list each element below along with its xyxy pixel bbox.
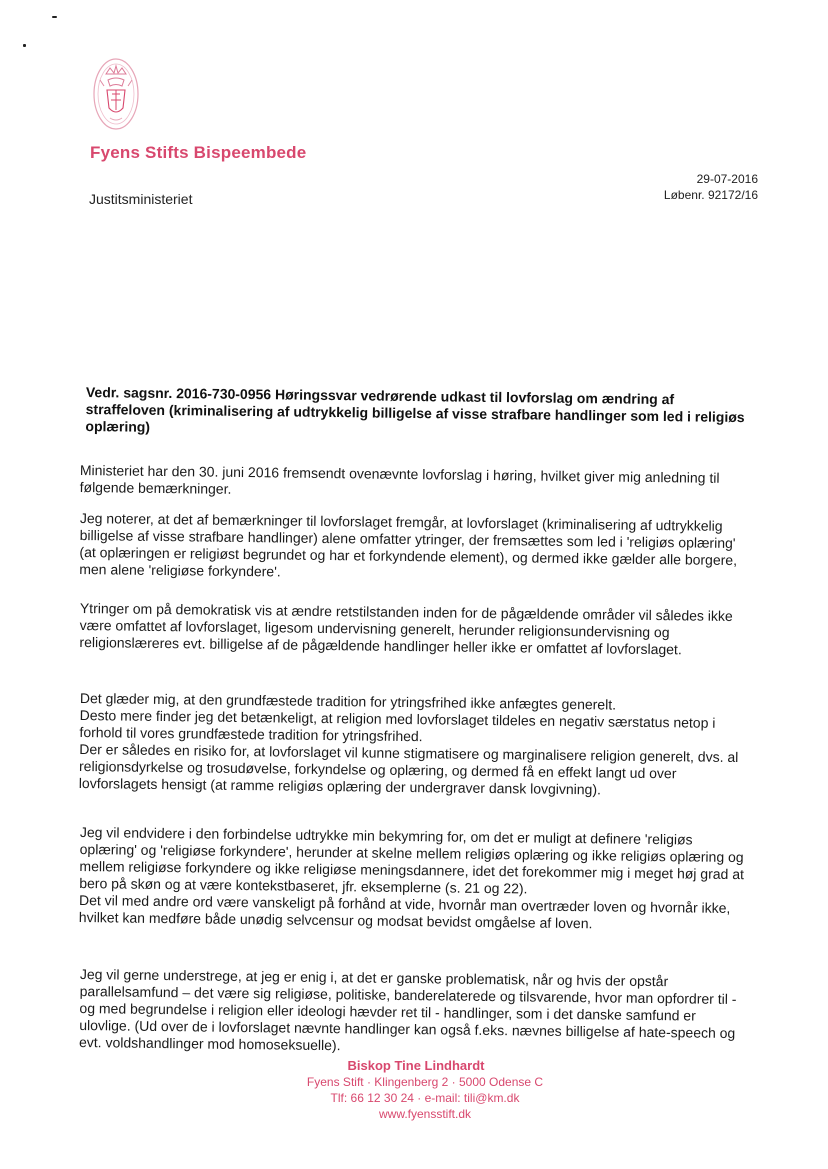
paragraph: Ministeriet har den 30. juni 2016 fremsendt ovenævnte lovforslag i høring, hvilket giver mig anledning til følgende bemærkninger.	[79, 462, 720, 497]
paragraph-group	[79, 824, 748, 934]
letter-footer	[0, 1058, 828, 1122]
date-block	[664, 171, 758, 203]
reference-number: Løbenr. 92172/16	[663, 188, 758, 202]
paragraph: Det vil med andre ord være vanskeligt på forhånd at vide, hvornår man overtræder loven og hvornår ikke, hvilket kan medføre både unødig selvcensur og modsat bevidst omgåelse af loven.	[78, 891, 731, 932]
recipient: Justitsministeriet	[89, 191, 193, 207]
footer-contact: Tlf: 66 12 30 24 · e-mail: tili@km.dk	[330, 1091, 520, 1105]
letter-date: 29-07-2016	[696, 172, 758, 186]
paragraph: Der er således en risiko for, at lovforslaget vil kunne stigmatisere og marginalisere religion generelt, dvs. al religionsdyrkelse og trosudøvelse, forkyndelse og oplæring, og dermed få en effekt langt ud over lovforslagets hensigt (at ramme religiøs oplæring der undergraver dansk lovgivning).	[78, 740, 739, 798]
scan-speck	[52, 16, 57, 18]
paragraph: Jeg noterer, at det af bemærkninger til lovforslaget fremgår, at lovforslaget (kriminalisering af udtrykkelig billigelse af visse strafbare handlinger) alene omfatter ytringer, der fremsættes som led i 'religiøs oplæring' (at oplæringen er religiøst begrundet og har et forkyndende element), og dermed ikke gælder alle borgere, men alene 'religiøse forkyndere'.	[79, 510, 738, 580]
paragraph: Det glæder mig, at den grundfæstede tradition for ytringsfrihed ikke anfægtes generelt.	[79, 690, 617, 713]
signature: Biskop Tine Lindhardt	[347, 1058, 485, 1073]
paragraph: Jeg vil endvidere i den forbindelse udtrykke min bekymring for, om det er muligt at definere 'religiøs oplæring' og 'religiøse forkyndere', herunder at skelne mellem religiøs oplæring og ikke religiøs oplæring og mellem religiøse forkyndere og ikke religiøse meningsdannere, idet det forekommer mig i meget høj grad at bero på skøn og at være kontekstbaseret, jfr. eksemplerne (s. 21 og 22).	[79, 824, 745, 897]
paragraph: Jeg vil gerne understrege, at jeg er enig i, at det er ganske problematisk, når og hvis der opstår parallelsamfund – det være sig religiøse, politiske, banderelaterede og tilsvarende, hvor man opfordrer til - og med begrundelse i religion eller ideologi hævder ret til - handlinger, som i det danske samfund er ulovlige. (Ud over de i lovforslaget nævnte handlinger kan også f.eks. nævnes billigelse af hate-speech og evt. voldshandlinger mod homoseksuelle).	[78, 966, 737, 1054]
paragraph-group	[79, 690, 748, 800]
bishop-seal-icon	[92, 56, 140, 132]
paragraph: Desto mere finder jeg det betænkeligt, at religion med lovforslaget tildeles en negativ særstatus netop i forhold til vores grundfæstede tradition for ytringsfrihed.	[79, 706, 716, 745]
office-name: Fyens Stifts Bispeembede	[90, 143, 307, 162]
footer-website-link[interactable]: www.fyensstift.dk	[378, 1107, 472, 1121]
footer-address: Fyens Stift · Klingenberg 2 · 5000 Odense C	[306, 1075, 544, 1089]
scan-speck	[23, 44, 26, 47]
subject-heading: Vedr. sagsnr. 2016-730-0956 Høringssvar vedrørende udkast til lovforslag om ændring af straffeloven (kriminalisering af udtrykkelig billigelse af visse strafbare handlinger som led i religiøs oplæring)	[85, 384, 745, 435]
paragraph: Ytringer om på demokratisk vis at ændre retstilstanden inden for de pågældende områder vil således ikke være omfattet af lovforslaget, ligesom undervisning generelt, herunder religionsundervisning og religionslæreres evt. billigelse af de pågældende handlinger heller ikke er omfattet af lovforslaget.	[79, 600, 733, 658]
